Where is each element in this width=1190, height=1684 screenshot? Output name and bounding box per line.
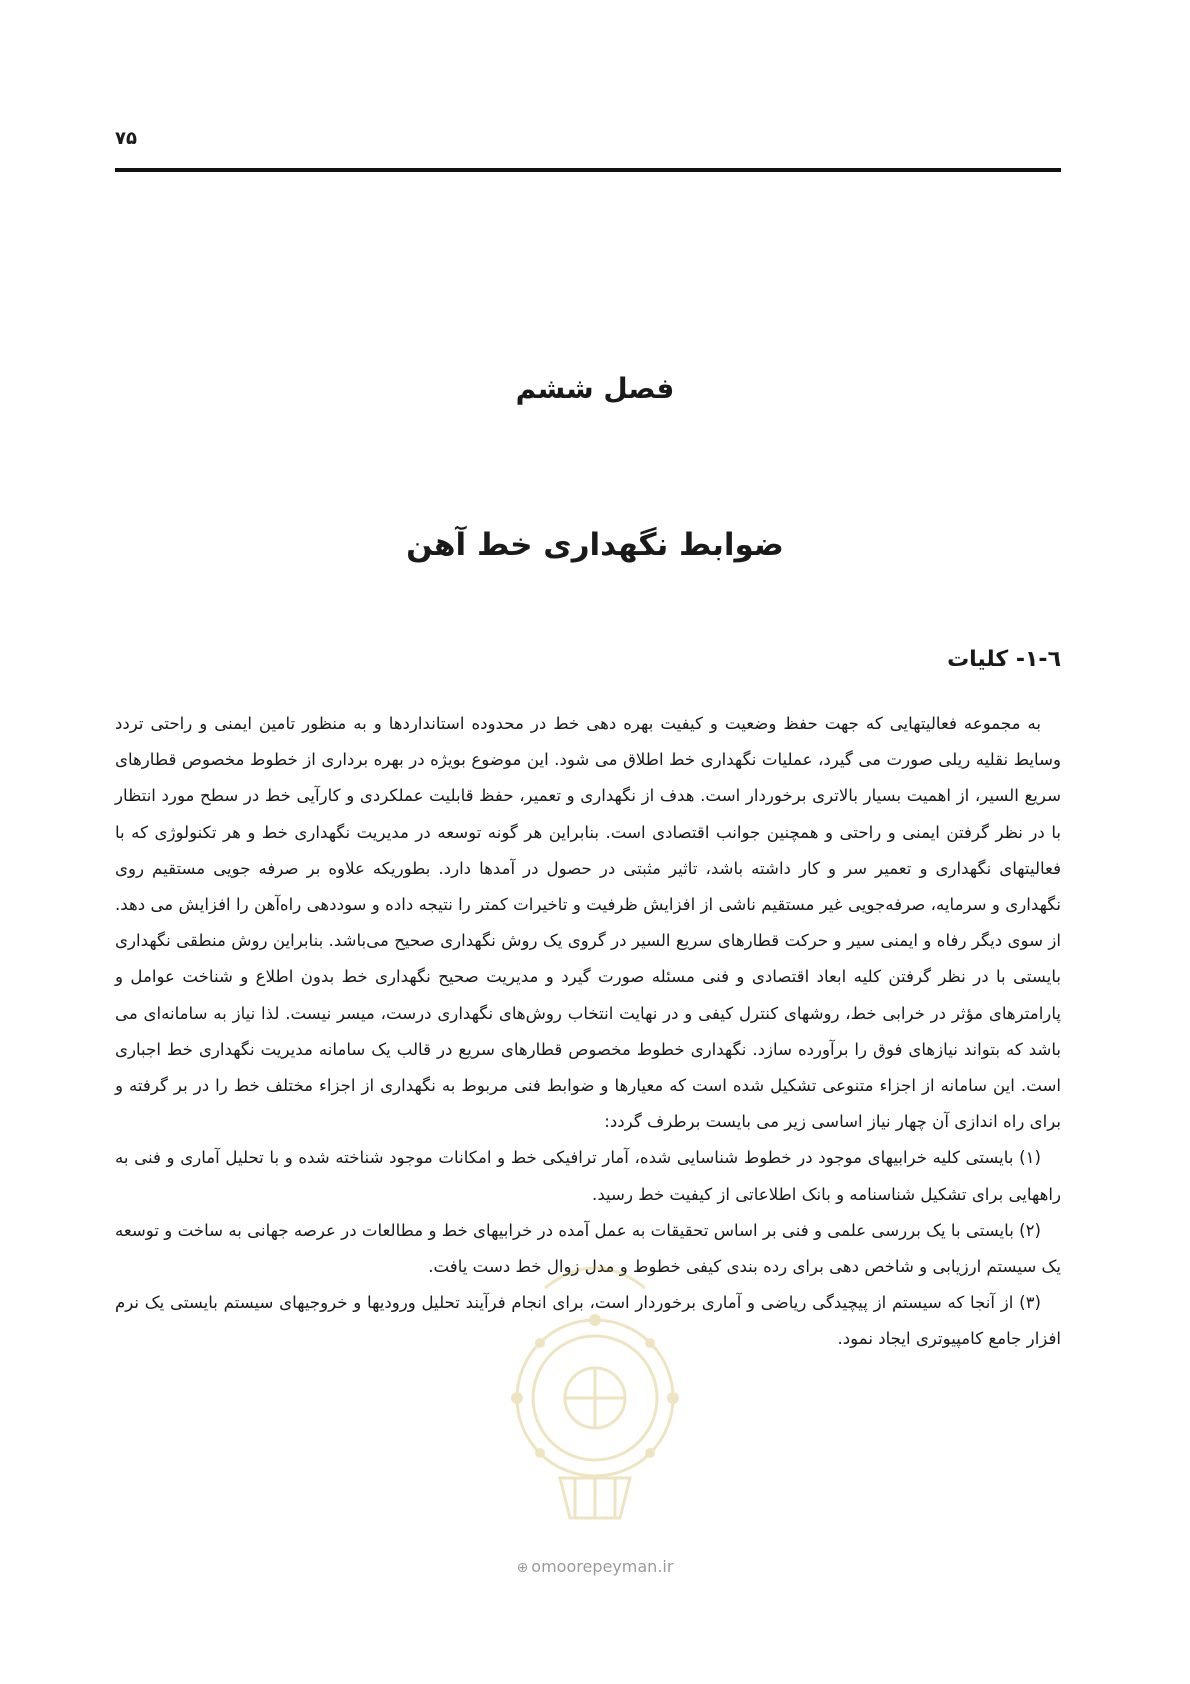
section-heading: ٦-١- کلیات	[947, 647, 1061, 672]
seal-logo-icon	[505, 1248, 685, 1538]
header-rule	[115, 168, 1061, 172]
intro-paragraph: به مجموعه فعالیتهایی که جهت حفظ وضعیت و کیفیت بهره دهی خط در محدوده استانداردها و به منظور تامین ایمنی و راحتی تردد وسایط نقلیه ریلی صورت می گیرد، عملیات نگهداری خط اطلاق می شود. این موضوع بویژه در بهره برداری از خطوط مخصوص قطارهای سریع السیر، از اهمیت بسیار بالاتری برخوردار است. هدف از نگهداری و تعمیر، حفظ قابلیت عملکردی و کارآیی خط در سطح مورد انتظار با در نظر گرفتن ایمنی و راحتی و همچنین جوانب اقتصادی است. بنابراین هر گونه توسعه در مدیریت نگهداری خط و هر تکنولوژی که با فعالیتهای نگهداری و تعمیر سر و کار داشته باشد، تاثیر مثبتی در حصول در آمدها دارد. بطوریکه علاوه بر صرفه جویی مستقیم روی نگهداری و سرمایه، صرفه‌جویی غیر مستقیم ناشی از افزایش ظرفیت و تاخیرات کمتر را نتیجه داده و سوددهی راه‌آهن را افزایش می دهد. از سوی دیگر رفاه و ایمنی سیر و حرکت قطارهای سریع السیر در گروی یک روش نگهداری صحیح می‌باشد. بنابراین روش منطقی نگهداری بایستی با در نظر گرفتن کلیه ابعاد اقتصادی و فنی مسئله صورت گیرد و مدیریت صحیح نگهداری خط بدون اطلاع و شناخت عوامل و پارامترهای مؤثر در خرابی خط، روشهای کنترل کیفی و در نهایت انتخاب روش‌های نگهداری درست، میسر نیست. لذا نیاز به سامانه‌ای می باشد که بتواند نیازهای فوق را برآورده سازد. نگهداری خطوط مخصوص قطارهای سریع در قالب یک سامانه مدیریت نگهداری خط اجباری است. این سامانه از اجزاء متنوعی تشکیل شده است که معیارها و ضوابط فنی مربوط به نگهداری از اجزاء مختلف خط را در بر گرفته و برای راه اندازی آن چهار نیاز اساسی زیر می بایست برطرف گردد:	[115, 714, 1061, 1132]
list-item: (۳) از آنجا که سیستم از پیچیدگی ریاضی و آماری برخوردار است، برای انجام فرآیند تحلیل ورودیها و خروجیهای سیستم بایستی یک نرم افزار جامع کامپیوتری ایجاد نمود.	[115, 1293, 1061, 1349]
watermark-url	[0, 1557, 1190, 1576]
watermark-url-text: omoorepeyman.ir	[531, 1557, 674, 1576]
list-item: (۱) بایستی کلیه خرابیهای موجود در خطوط شناسایی شده، آمار ترافیکی خط و امکانات موجود شناخته شده و با تحلیل آماری و فنی به راههایی برای تشکیل شناسنامه و بانک اطلاعاتی از کیفیت خط رسید.	[115, 1148, 1061, 1204]
page-number: ۷۵	[115, 128, 137, 149]
chapter-title: ضوابط نگهداری خط آهن	[406, 527, 784, 563]
list-item: (۲) بایستی با یک بررسی علمی و فنی بر اساس تحقیقات به عمل آمده در خرابیهای خط و مطالعات در عرصه جهانی به ساخت و توسعه یک سیستم ارزیابی و شاخص دهی برای رده بندی کیفی خطوط و مدل زوال خط دست یافت.	[115, 1220, 1061, 1277]
chapter-label: فصل ششم	[515, 372, 675, 405]
globe-icon: ⊕	[516, 1560, 529, 1576]
